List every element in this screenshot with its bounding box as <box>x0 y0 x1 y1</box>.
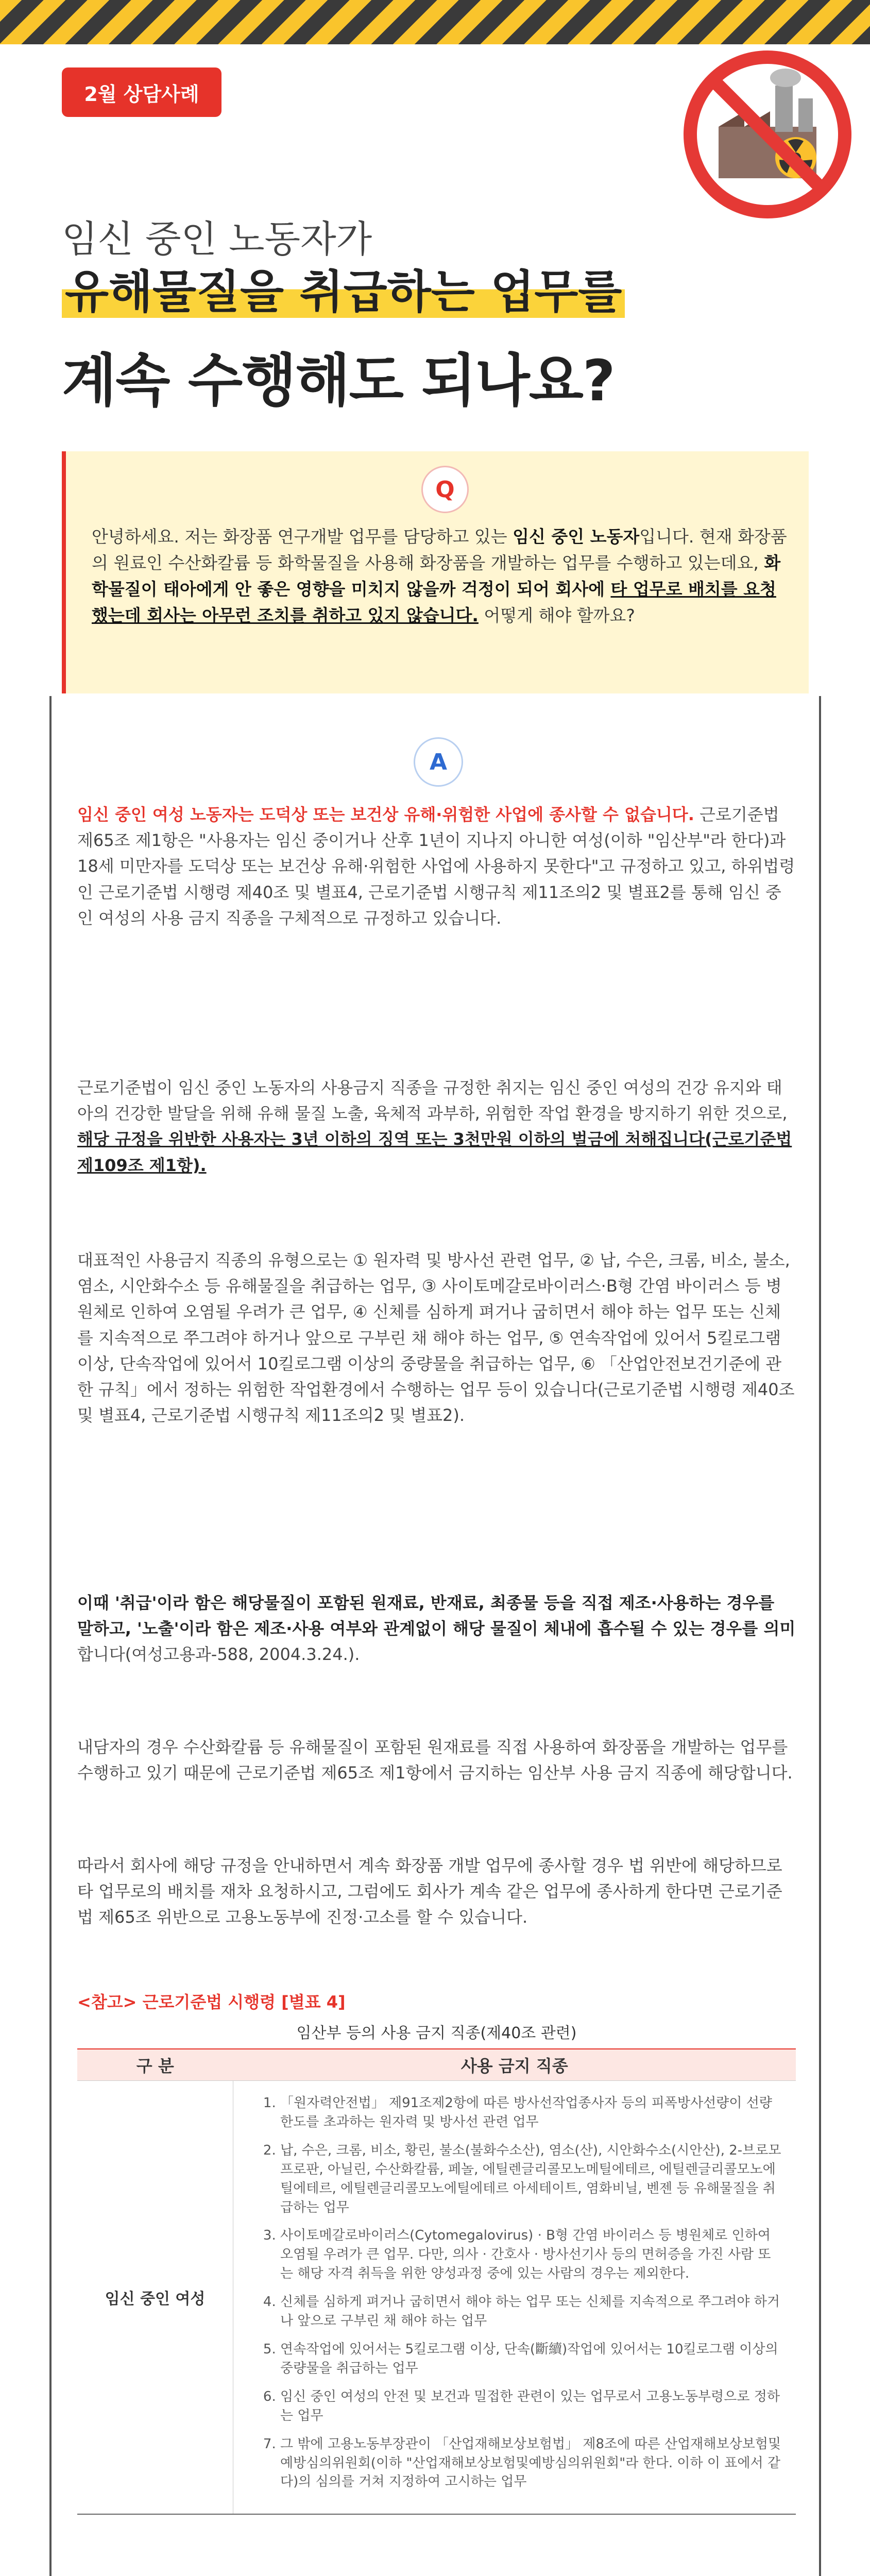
answer-paragraph-3: 대표적인 사용금지 직종의 유형으로는 ① 원자력 및 방사선 관련 업무, ② 납, 수은, 크롬, 비소, 불소, 염소, 시안화수소 등 유해물질을 취급하는 업무, ③ 사이토메갈로바이러스·B형 간염 바이러스 등 병원체로 인하여 오염될 우려가 큰 업무, ④ 신체를 심하게 펴거나 굽히면서 해야 하는 업무 또는 신체를 지속적으로 쭈그려야 하거나 앞으로 구부린 채 해야 하는 업무, ⑤ 연속작업에 있어서 5킬로그램 이상, 단속작업에 있어서 10킬로그램 이상의 중량물을 취급하는 업무, ⑥ 「산업안전보건기준에 관한 규칙」에서 정하는 위험한 작업환경에서 수행하는 업무 등이 있습니다(근로기준법 시행령 제40조 및 별표4, 근로기준법 시행규칙 제11조의2 및 별표2). <box>77 1250 795 1426</box>
answer-mark-icon: A <box>414 737 463 787</box>
page-body <box>0 44 870 2576</box>
title-line2: 유해물질을 취급하는 업무를 <box>62 266 625 318</box>
title-line1: 임신 중인 노동자가 <box>62 217 372 261</box>
answer-paragraph-6: 따라서 회사에 해당 규정을 안내하면서 계속 화장품 개발 업무에 종사할 경우 법 위반에 해당하므로 타 업무로의 배치를 재차 요청하시고, 그럼에도 회사가 계속 같은 업무에 종사하게 한다면 근로기준법 제65조 위반으로 고용노동부에 진정·고소를 할 수 있습니다. <box>77 1856 782 1927</box>
answer-paragraph-2: 근로기준법이 임신 중인 노동자의 사용금지 직종을 규정한 취지는 임신 중인 여성의 건강 유지와 태아의 건강한 발달을 위해 유해 물질 노출, 육체적 과부하, 위험한 작업 환경을 방지하기 위한 것으로, 해당 규정을 위반한 사용자는 3년 이하의 징역 또는 3천만원 이하의 벌금에 처해집니다(근로기준법 제109조 제1항). <box>77 1078 792 1175</box>
answer-paragraph-4: 이때 '취급'이라 함은 해당물질이 포함된 원재료, 반재료, 최종물 등을 직접 제조·사용하는 경우를 말하고, '노출'이라 함은 제조·사용 여부와 관계없이 해당 물질이 체내에 흡수될 수 있는 경우를 의미합니다(여성고용과-588, 2004.3.24.). <box>77 1593 796 1665</box>
table1-item: 3. 사이토메갈로바이러스(Cytomegalovirus) · B형 간염 바이러스 등 병원체로 인하여 오염될 우려가 큰 업무. 다만, 의사 · 간호사 · 방사선기사 등의 면허증을 가진 사람 또는 해당 자격 취득을 위한 양성과정 중에 있는 사람의 경우는 제외한다. <box>280 2226 783 2283</box>
table1-header-jobs: 사용 금지 직종 <box>233 2049 796 2081</box>
table1-item: 6. 임신 중인 여성의 안전 및 보건과 밀접한 관련이 있는 업무로서 고용노동부령으로 정하는 업무 <box>280 2387 783 2426</box>
table1-row-label: 임신 중인 여성 <box>77 2081 233 2515</box>
table1-item: 5. 연속작업에 있어서는 5킬로그램 이상, 단속(斷續)작업에 있어서는 10킬로그램 이상의 중량물을 취급하는 업무 <box>280 2340 783 2378</box>
question-box <box>62 451 809 693</box>
table1-caption: 임산부 등의 사용 금지 직종(제40조 관련) <box>296 2024 577 2042</box>
table1-reference: <참고> 근로기준법 시행령 [별표 4] <box>77 1992 346 2012</box>
no-factory-icon <box>683 49 852 219</box>
table1-row-items <box>233 2081 796 2515</box>
question-mark-icon: Q <box>421 466 469 513</box>
answer-paragraph-1: 임신 중인 여성 노동자는 도덕상 또는 보건상 유해·위험한 사업에 종사할 수 없습니다. 근로기준법 제65조 제1항은 "사용자는 임신 중이거나 산후 1년이 지나지 아니한 여성(이하 "임산부"라 한다)과 18세 미만자를 도덕상 또는 보건상 유해·위험한 사업에 사용하지 못한다"고 규정하고 있고, 하위법령인 근로기준법 시행령 제40조 및 별표4, 근로기준법 시행규칙 제11조의2 및 별표2를 통해 임신 중인 여성의 사용 금지 직종을 구체적으로 규정하고 있습니다. <box>77 805 795 928</box>
table1-item: 2. 납, 수은, 크롬, 비소, 황린, 불소(불화수소산), 염소(산), 시안화수소(시안산), 2-브로모프로판, 아닐린, 수산화칼륨, 페놀, 에틸렌글리콜모노메틸에테르, 에틸렌글리콜모노에틸에테르, 에틸렌글리콜모노에틸에테르 아세테이트, 염화비닐, 벤젠 등 유해물질을 취급하는 업무 <box>280 2141 783 2217</box>
table1-item: 1. 「원자력안전법」 제91조제2항에 따른 방사선작업종사자 등의 피폭방사선량이 선량한도를 초과하는 원자력 및 방사선 관련 업무 <box>280 2094 783 2132</box>
table1-item: 4. 신체를 심하게 펴거나 굽히면서 해야 하는 업무 또는 신체를 지속적으로 쭈그려야 하거나 앞으로 구부린 채 해야 하는 업무 <box>280 2293 783 2331</box>
table1-header-category: 구 분 <box>77 2049 233 2081</box>
table1-item: 7. 그 밖에 고용노동부장관이 「산업재해보상보험법」 제8조에 따른 산업재해보상보험및예방심의위원회(이하 "산업재해보상보험및예방심의위원회"라 한다. 이하 이 표에서 같다)의 심의를 거쳐 지정하여 고시하는 업무 <box>280 2435 783 2492</box>
answer-box <box>49 696 821 2576</box>
category-badge: 2월 상담사례 <box>62 67 221 117</box>
restricted-jobs-table <box>77 2048 796 2515</box>
question-text: 안녕하세요. 저는 화장품 연구개발 업무를 담당하고 있는 임신 중인 노동자입니다. 현재 화장품의 원료인 수산화칼륨 등 화학물질을 사용해 화장품을 개발하는 업무를 수행하고 있는데요, 화학물질이 태아에게 안 좋은 영향을 미치지 않을까 걱정이 되어 회사에 타 업무로 배치를 요청했는데 회사는 아무런 조치를 취하고 있지 않습니다. 어떻게 해야 할까요? <box>92 527 787 626</box>
answer-paragraph-5: 내담자의 경우 수산화칼륨 등 유해물질이 포함된 원재료를 직접 사용하여 화장품을 개발하는 업무를 수행하고 있기 때문에 근로기준법 제65조 제1항에서 금지하는 임산부 사용 금지 직종에 해당합니다. <box>77 1737 793 1783</box>
hazard-stripe-top <box>0 0 870 44</box>
title-line3: 계속 수행해도 되나요? <box>62 348 615 414</box>
